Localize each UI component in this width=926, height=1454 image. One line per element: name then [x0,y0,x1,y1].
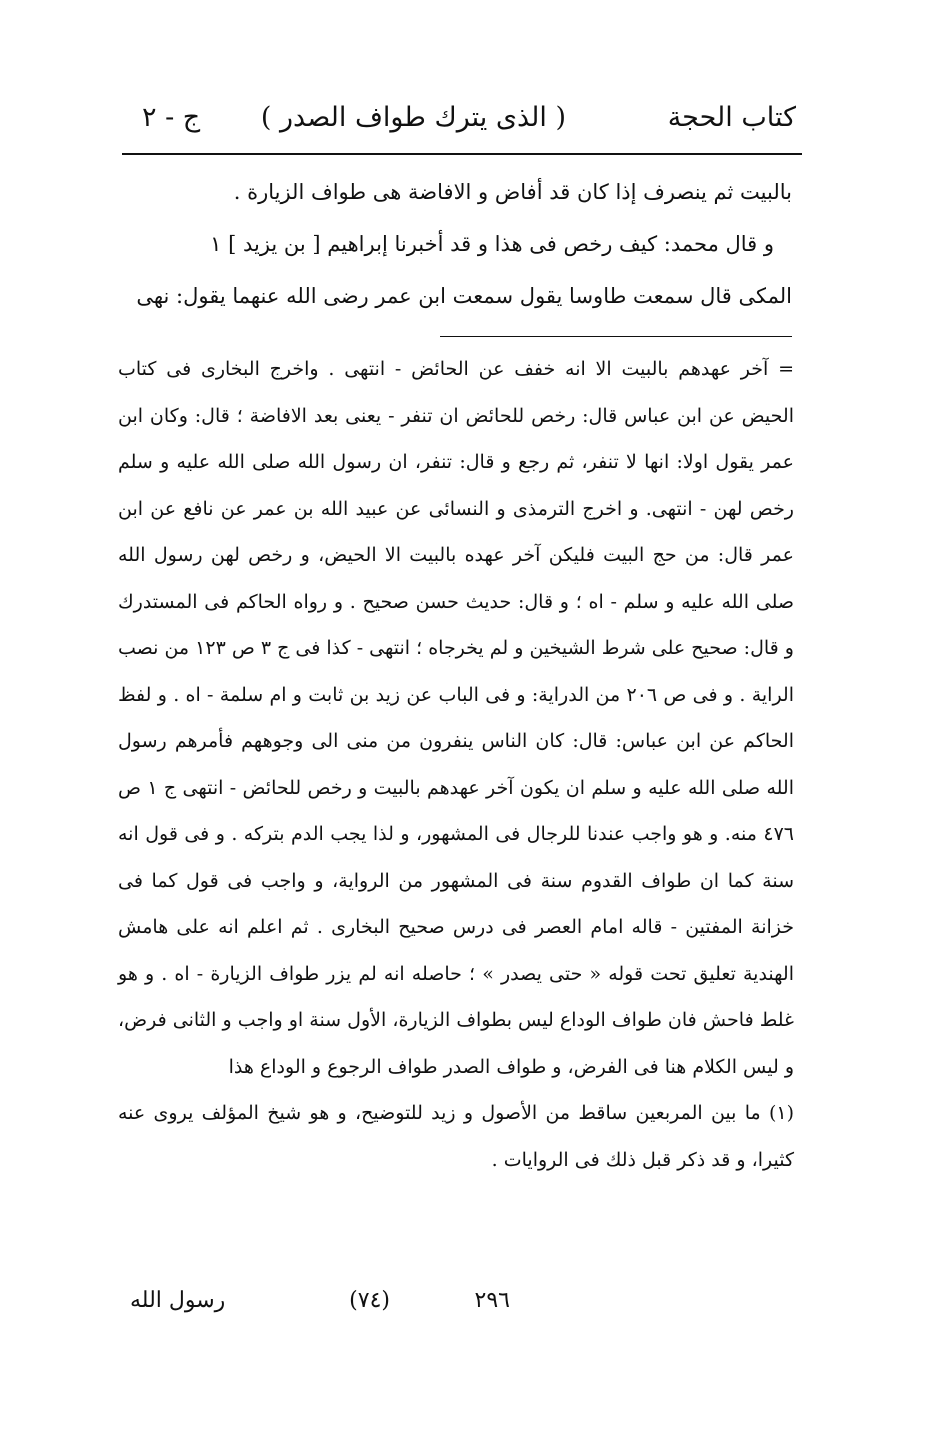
section-number: (٧٤) [349,1288,390,1313]
footnote-1: (١) ما بين المربعين ساقط من الأصول و زيد للتوضيح، و هو شيخ المؤلف يروى عنه كثيرا، و قد ذكر قبل ذلك فى الروايات . [118,1102,794,1171]
header-divider [122,153,802,155]
header-chapter-title: ( الذى يترك طواف الصدر ) [260,102,566,133]
main-text [120,166,792,322]
header-book-title: كتاب الحجة [667,102,796,133]
footer-label: رسول الله [130,1288,226,1313]
page-number: ٢٩٦ [474,1288,510,1313]
header-volume: ج - ٢ [142,102,201,133]
page-footer [130,1288,510,1328]
main-paragraph: بالبيت ثم ينصرف إذا كان قد أفاض و الافاضة هى طواف الزيارة . [233,180,792,204]
footnote-continued: = آخر عهدهم بالبيت الا انه خفف عن الحائض - انتهى . واخرج البخارى فى كتاب الحيض عن ابن عباس قال: رخص للحائض ان تنفر - يعنى بعد الافاضة ؛ قال: وكان ابن عمر يقول اولا: انها لا تنفر، ثم رجع و قال: تنفر، ان رسول الله صلى الله عليه و سلم رخص لهن - انتهى. و اخرج الترمذى و النسائى عن عبيد الله بن عمر عن نافع عن ابن عمر قال: من حج البيت فليكن آخر عهده بالبيت الا الحيض، و رخص لهن رسول الله صلى الله عليه و سلم - اه ؛ و قال: حديث حسن صحيح . و رواه الحاكم فى المستدرك و قال: صحيح على شرط الشيخين و لم يخرجاه ؛ انتهى - كذا فى ج ٣ ص ١٢٣ من نصب الراية . و فى ص ٢٠٦ من الدراية: و فى الباب عن زيد بن ثابت و ام سلمة - اه . و لفظ الحاكم عن ابن عباس: قال: كان الناس ينفرون من منى الى وجوههم فأمرهم رسول الله صلى الله عليه و سلم ان يكون آخر عهدهم بالبيت و رخص للحائض - انتهى ج ١ ص ٤٧٦ منه. و هو واجب عندنا للرجال فى المشهور، و لذا يجب الدم بتركه . و فى قول انه سنة كما ان طواف القدوم سنة فى المشهور من الرواية، و واجب فى قول كما فى خزانة المفتين - قاله امام العصر فى درس صحيح البخارى . ثم اعلم انه على هامش الهندية تعليق تحت قوله « حتى يصدر » ؛ حاصله انه لم يزر طواف الزيارة - اه . و هو غلط فاحش فان طواف الوداع ليس بطواف الزيارة، الأول سنة او واجب و الثانى فرض، و ليس الكلام هنا فى الفرض، و طواف الصدر طواف الرجوع و الوداع هذا [118,358,795,1078]
running-header [130,98,796,144]
footnotes [118,346,794,1183]
main-paragraph: المكى قال سمعت طاوسا يقول سمعت ابن عمر رضى الله عنهما يقول: نهى [136,284,792,308]
main-paragraph: و قال محمد: كيف رخص فى هذا و قد أخبرنا إبراهيم [ بن يزيد ] ١ [210,232,774,256]
footnote-divider [440,336,792,337]
